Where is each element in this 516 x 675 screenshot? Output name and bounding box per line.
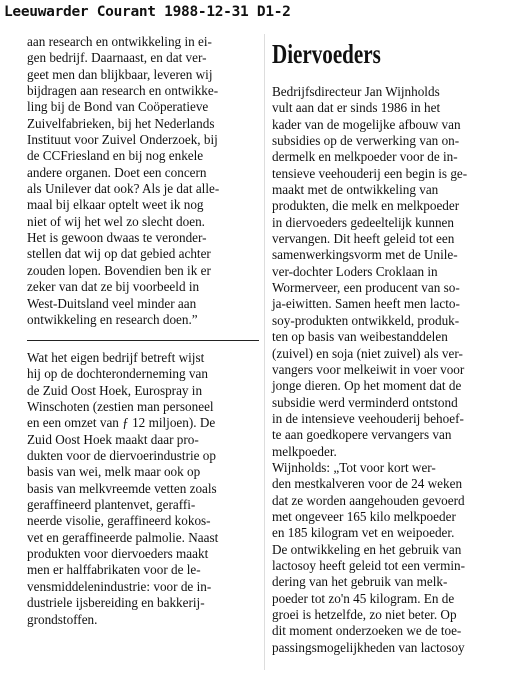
text-line: Wat het eigen bedrijf betreft wijst bbox=[27, 350, 205, 365]
text-line: geet men dan blijkbaar, leveren wij bbox=[27, 66, 213, 82]
text-line: de CCFriesland en bij nog enkele bbox=[27, 148, 204, 164]
text-line: Wijnholds: „Tot voor kort wer- bbox=[272, 459, 436, 475]
text-line: geraffineerd plantenvet, geraffi- bbox=[27, 497, 196, 513]
left-column-top bbox=[27, 34, 257, 328]
text-line: en een omzet van ƒ 12 miljoen). De bbox=[27, 415, 216, 431]
text-line: maakt met de ontwikkeling van bbox=[272, 182, 439, 198]
text-line: zeker van dat ze bij voorbeeld in bbox=[27, 279, 200, 295]
text-line: subsidies op de verwerking van on- bbox=[272, 133, 460, 149]
text-line: Winschoten (zestien man personeel bbox=[27, 399, 214, 415]
text-line: gen bedrijf. Daarnaast, en dat ver- bbox=[27, 50, 207, 66]
text-line: ver-dochter Loders Croklaan in bbox=[272, 263, 438, 279]
text-line: aan research en ontwikkeling in ei- bbox=[27, 34, 212, 49]
text-line: als Unilever dat ook? Als je dat alle- bbox=[27, 181, 220, 197]
text-line: en 185 kilogram vet en weipoeder. bbox=[272, 525, 455, 541]
text-line: dat ze worden aangehouden gevoerd bbox=[272, 492, 465, 508]
text-line: vet en geraffineerde palmolie. Naast bbox=[27, 529, 219, 545]
text-line: ten op basis van weibestanddelen bbox=[272, 329, 448, 345]
text-line: ling bij de Bond van Coöperatieve bbox=[27, 99, 209, 115]
text-line: subsidie werd verminderd ontstond bbox=[272, 394, 458, 410]
text-line: niet of wij het wel zo slecht doen. bbox=[27, 213, 205, 229]
text-line: vensmiddelenindustrie: voor de in- bbox=[27, 578, 212, 594]
text-line: vult aan dat er sinds 1986 in het bbox=[272, 100, 441, 116]
text-line: andere organen. Doet een concern bbox=[27, 164, 207, 180]
text-line: produkten voor diervoeders maakt bbox=[27, 546, 209, 562]
text-line: ontwikkeling en research doen.” bbox=[27, 311, 198, 327]
text-line: Bedrijfsdirecteur Jan Wijnholds bbox=[272, 84, 440, 99]
text-line: met ongeveer 165 kilo melkpoeder bbox=[272, 508, 456, 524]
left-column-bottom bbox=[27, 350, 257, 628]
text-line: bijdragen aan research en ontwikke- bbox=[27, 83, 219, 99]
text-line: dit moment onderzoeken we de toe- bbox=[272, 623, 462, 639]
text-line: men er halffabrikaten voor de le- bbox=[27, 562, 201, 578]
text-line: De ontwikkeling en het gebruik van bbox=[272, 541, 462, 557]
text-line: poeder tot zo'n 45 kilogram. En de bbox=[272, 590, 455, 606]
text-line: passingsmogelijkheden van lactosoy bbox=[272, 639, 465, 655]
text-line: produkten, die melk en melkpoeder bbox=[272, 198, 460, 214]
text-line: basis van melkvreemde vetten zoals bbox=[27, 480, 217, 496]
text-line: dustriele ijsbereiding en bakkerij- bbox=[27, 595, 205, 611]
text-line: in de intensieve veehouderij behoef- bbox=[272, 410, 464, 426]
text-line: (zuivel) en soja (niet zuivel) als ver- bbox=[272, 345, 463, 361]
article-heading: Diervoeders bbox=[272, 39, 381, 69]
column-divider bbox=[264, 34, 265, 670]
text-line: West-Duitsland veel minder aan bbox=[27, 295, 197, 311]
text-line: lactosoy heeft geleid tot een vermin- bbox=[272, 557, 465, 573]
text-line: de Zuid Oost Hoek, Eurospray in bbox=[27, 382, 203, 398]
text-line: samenwerkingsvorm met de Unile- bbox=[272, 247, 458, 263]
text-line: tensieve veehouderij een begin is ge- bbox=[272, 165, 468, 181]
page-header: Leeuwarder Courant 1988-12-31 D1-2 bbox=[4, 4, 291, 20]
text-line: melkpoeder. bbox=[272, 443, 337, 459]
text-line: dermelk en melkpoeder voor de in- bbox=[272, 149, 458, 165]
text-line: Het is gewoon dwaas te veronder- bbox=[27, 230, 207, 246]
text-line: dukten voor de diervoerindustrie op bbox=[27, 448, 216, 464]
text-line: Instituut voor Zuivel Onderzoek, bij bbox=[27, 132, 218, 148]
text-line: soy-produkten ontwikkeld, produk- bbox=[272, 312, 460, 328]
text-line: grondstoffen. bbox=[27, 611, 98, 627]
text-line: den mestkalveren voor de 24 weken bbox=[272, 476, 463, 492]
text-line: neerde visolie, geraffineerd kokos- bbox=[27, 513, 211, 529]
text-line: te aan goedkopere vervangers van bbox=[272, 427, 452, 443]
text-line: Zuivelfabrieken, bij het Nederlands bbox=[27, 115, 215, 131]
text-line: kader van de mogelijke afbouw van bbox=[272, 116, 461, 132]
right-column bbox=[272, 84, 510, 656]
text-line: stellen dat wij op dat gebied achter bbox=[27, 246, 211, 262]
text-line: groei is hetzelfde, zo niet beter. Op bbox=[272, 607, 457, 622]
text-line: dering van het gebruik van melk- bbox=[272, 574, 448, 590]
text-line: hij op de dochteronderneming van bbox=[27, 366, 208, 382]
text-line: ja-eiwitten. Samen heeft men lacto- bbox=[272, 296, 460, 312]
text-line: Wormerveer, een producent van so- bbox=[272, 280, 460, 296]
section-rule bbox=[27, 340, 259, 341]
text-line: jonge dieren. Op het moment dat de bbox=[272, 378, 462, 394]
text-line: zouden lopen. Bovendien ben ik er bbox=[27, 262, 211, 278]
text-line: Zuid Oost Hoek maakt daar pro- bbox=[27, 431, 199, 447]
text-line: basis van wei, melk maar ook op bbox=[27, 464, 201, 480]
text-line: vangers voor melkeiwit in voer voor bbox=[272, 361, 465, 377]
text-line: in diervoeders gedeeltelijk kunnen bbox=[272, 214, 454, 230]
text-line: maal bij elkaar optelt weet ik nog bbox=[27, 197, 204, 213]
text-line: vervangen. Dit heeft geleid tot een bbox=[272, 231, 455, 247]
